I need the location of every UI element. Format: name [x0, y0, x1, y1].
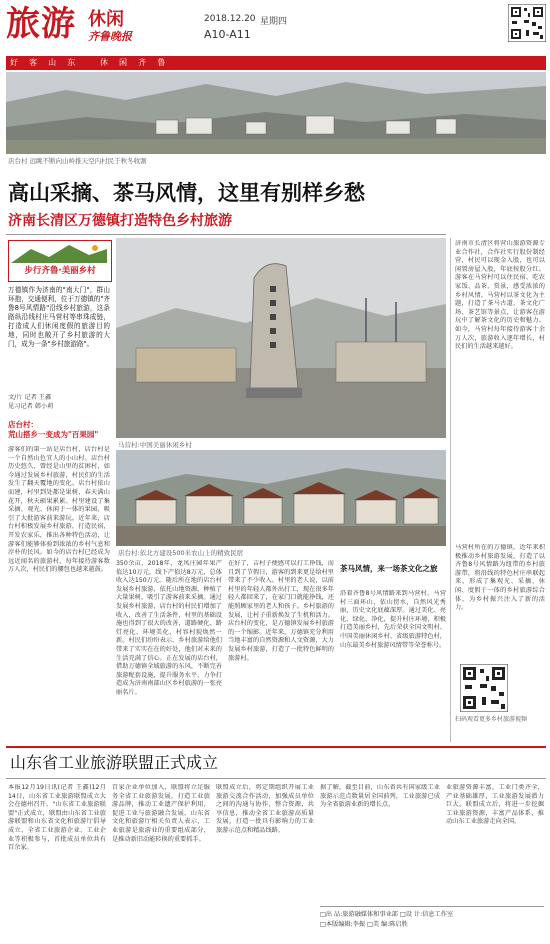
top-photo-caption: 店台村 远眺不断向山岭推天空内村民于秋冬收割	[8, 157, 147, 165]
right-col-body-mid: 马营村所在的万德镇，近年来积极推动乡村旅游发展，打造了以齐鲁8号风情路为纽带的乡村旅游带，将沿线的特色村庄串联起来，形成了集观光、采摘、休闲、度假于一体的乡村旅游综合体，为乡村振兴注入了新的活力。	[455, 544, 545, 612]
page-subheadline: 济南长清区万德镇打造特色乡村旅游	[8, 213, 232, 229]
badge-label: 步行齐鲁·美丽乡村	[24, 266, 96, 276]
page-headline: 高山采摘、茶马风情，这里有别样乡愁	[8, 181, 365, 205]
masthead-paper: 齐鲁晚报	[88, 30, 132, 43]
masthead-pages: A10-A11	[204, 28, 251, 41]
section-badge	[8, 240, 112, 282]
right-col-divider	[450, 238, 451, 742]
right-col-qr-code-icon	[460, 664, 508, 712]
village-homestay-photo	[116, 450, 446, 546]
mid-col3-section2-body: 沿着齐鲁8号风情路来到马营村，马营村三面环山，依山傍水，自然风光秀丽，历史文化底蕴深厚。通过美化、亮化、绿化、净化，提升村庄环境，积极打造美丽乡村，先后荣获全国文明村、中国美丽休闲乡村、省级旅游特色村，山东最美乡村旅游风情带等荣誉称号。	[340, 590, 446, 649]
badge-graphic	[11, 243, 107, 263]
masthead-tagline: 好 客 山 东 休 闲 齐 鲁	[10, 58, 168, 67]
qr-code-icon	[508, 4, 546, 42]
left-intro: 万德镇作为济南的"南大门"，群山环抱，交通便利，位于万德镇的"齐鲁8号风情路"沿线乡村旅游，这条路纵沿线村庄马营村等串珠成链，打造成人们休闲度假的旅游目的地，同时也敞开了乡村旅游的大门，成为一条"乡村旅游路"。	[8, 286, 110, 348]
right-col-body-top: 济南市长清区将营山旅游资源专业合作社，合作社实行股份制经营，村民可以现金入股，也可以闲置房屋入股，年底按股分红。游客在马营村可以住民宿、吃农家饭、品茶、赏景，感受浓浓的乡村风情。马营村以茶文化为主题，打造了茶马古道、茶文化广场、茶艺馆等景点，让游客在游玩中了解茶文化的历史和魅力。如今，马营村每年接待游客十余万人次，旅游收入逐年增长，村民们的生活越来越好。	[455, 240, 545, 351]
bottom-headline: 山东省工业旅游联盟正式成立	[10, 753, 219, 772]
village-photo-caption: 店台村:依北方建设500米农山上的精致民宿	[118, 549, 244, 557]
bottom-col1-body: 本报12月19日讯(记者 王鑫)12月14日，山东省工业旅游联盟成立大会在德州召开。"山东省工业旅游联盟"正式成立，联盟由山东省工业旅游联盟和山东省文化和旅游厅倡导成立，全省工业旅游企业、工业企业等积极参与，首批成员单位共有百余家。	[8, 784, 106, 852]
left-byline: 文/片 记者 王鑫 见习记者 韩小莉	[8, 394, 54, 410]
top-photo	[6, 72, 546, 154]
stone-monument-photo	[116, 238, 446, 438]
mid-col1-body: 350余亩，2018年，龙凤庄园年果产值达10万元，线下产值达8万元，总体收入达150万元。随后所在地的店台村发展乡村旅游，依托山地资源，种植了大量果树，吸引了游客前来采摘。通过发展乡村旅游，店台村的村民们增加了收入，改善了生活条件，村里的基础设施也得到了很大的改善，道路硬化、路灯亮化、环境美化，村容村貌焕然一新。村民们纷纷表示，乡村旅游给他们带来了实实在在的好处，他们对未来的生活充满了信心。正在发展的店台村，借助万德镇全域旅游的东风，不断完善旅游配套设施，提升服务水平，力争打造成为济南南部山区乡村旅游的一张亮丽名片。	[116, 560, 222, 696]
left-section1-body: 游客们的第一站是店台村，店台村是一个自然山色宜人的小山村。店台村历史悠久，曾经是山里的贫困村，如今通过发展乡村旅游，村民们的生活发生了翻天覆地的变化。店台村依山而建，村里到处都是果树，春天满山花开，秋天硕果累累。村里建设了集采摘、观光、休闲于一体的果园，吸引了大批游客前来游玩。近年来，店台村积极发展乡村旅游，打造民宿，开发农家乐，推出各种特色活动，让游客们能够体验到浓浓的乡村气息和淳朴的民风。如今的店台村已经成为远近闻名的旅游村，每年接待游客数万人次，村民们的腰包也越来越鼓。	[8, 446, 110, 574]
masthead-weekday: 星期四	[260, 17, 288, 27]
bottom-col5-body: 业旅游资源丰富，工业门类齐全，产业基础雄厚，工业旅游发展潜力巨大。联盟成立后，将进一步挖掘工业旅游资源，丰富产品体系，推动山东工业旅游走向全国。	[446, 784, 544, 826]
bottom-article-rule	[6, 746, 546, 748]
stone-photo-caption: 马营村:中国美丽休闲乡村	[118, 441, 192, 449]
headline-divider	[6, 234, 446, 235]
qr-caption: 扫码观看更多乡村旅游视频	[455, 716, 528, 723]
mid-col2-body: 在好了，吉村子便感可以打工挣钱，而且到了节假日，游客的到来更是给村里带来了不少收入。村里的老人说，以前村里的年轻人都外出打工，现在很多年轻人都回来了，在家门口就能挣钱，还能照顾家里的老人和孩子。乡村旅游的发展，让村子重新焕发了生机和活力。店台村的变化，是万德镇发展乡村旅游的一个缩影。近年来，万德镇充分利用当地丰富的自然资源和人文资源，大力发展乡村旅游，打造了一批特色鲜明的旅游村。	[228, 560, 334, 662]
mid-col3-section2-title: 茶马风情，来一场茶文化之旅	[340, 564, 438, 573]
masthead-brand: 旅游	[6, 4, 76, 44]
left-section1-title: 店台村： 荒山搭乡一变成为"百果园"	[8, 420, 99, 439]
footer-credits: □出 品:旅游融媒体和事业部 □设 计:信息工作室 □本版编辑:李振 □美 编:陈启胜	[320, 906, 544, 930]
masthead-date: 2018.12.20	[204, 14, 256, 24]
bottom-headline-divider	[6, 778, 546, 779]
bottom-col3-body: 联盟成立后，将定期组织开展工业旅游交流合作活动，加强成员单位之间的沟通与协作，整合资源，共享信息，推动全省工业旅游高质量发展，打造一批具有影响力的工业旅游示范点和精品线路。	[216, 784, 314, 834]
masthead-section: 休闲	[88, 9, 124, 30]
bottom-col2-body: 百家企业单位加入，联盟将立足服务全省工业旅游发展，打造工业旅游品牌，推动工业遗产保护利用，促进工业与旅游融合发展。山东省文化和旅游厅相关负责人表示，工业旅游是旅游业的重要组成部分，是推动新旧动能转换的重要抓手。	[112, 784, 210, 843]
bottom-col4-body: 据了解，截至目前，山东省共有国家级工业旅游示范点数量居全国前列，工业旅游已成为全省旅游业新的增长点。	[320, 784, 440, 809]
masthead	[6, 4, 546, 64]
